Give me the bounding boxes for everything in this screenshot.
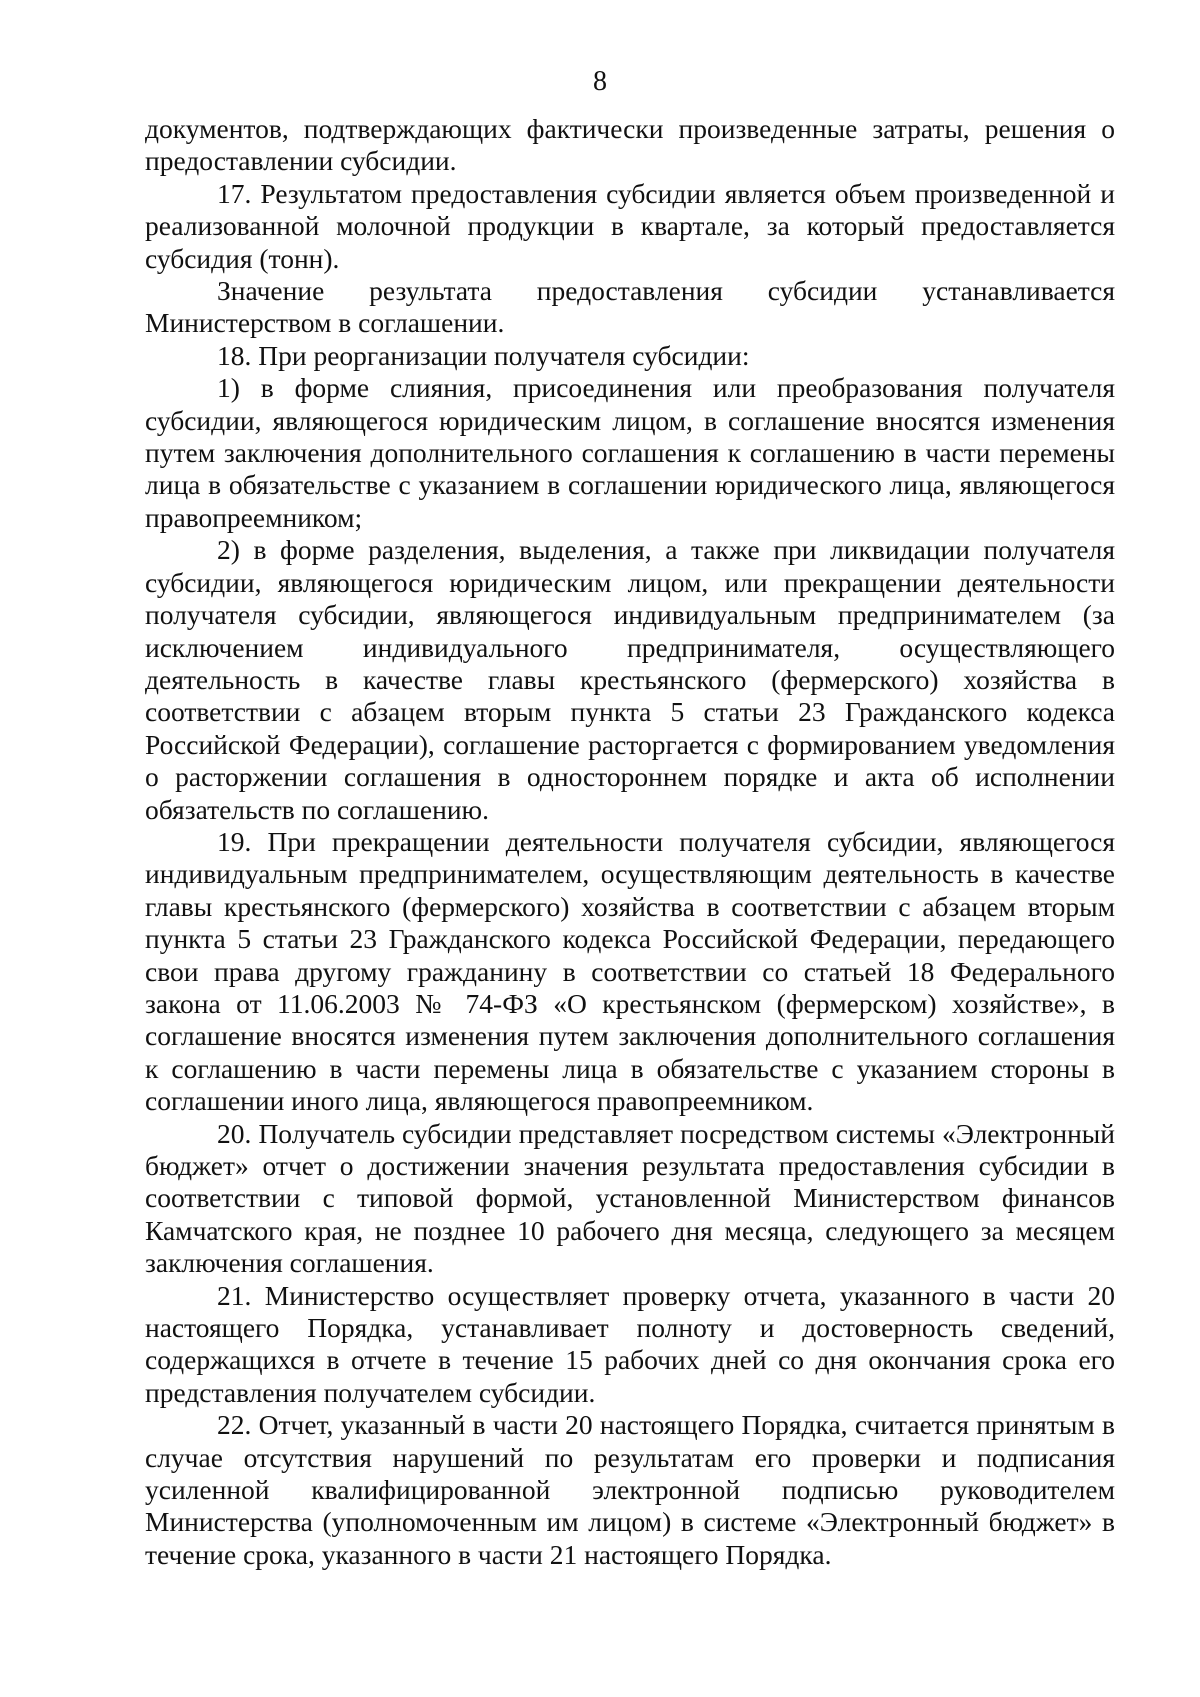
document-body	[145, 113, 1115, 1571]
paragraph-22: 22. Отчет, указанный в части 20 настоящего Порядка, считается принятым в случае отсутствия нарушений по результатам его проверки и подписания усиленной квалифицированной электронной подписью руководителем Министерства (уполномоченным им лицом) в системе «Электронный бюджет» в течение срока, указанного в части 21 настоящего Порядка.	[145, 1409, 1115, 1570]
paragraph-20: 20. Получатель субсидии представляет посредством системы «Электронный бюджет» отчет о достижении значения результата предоставления субсидии в соответствии с типовой формой, установленной Министерством финансов Камчатского края, не позднее 10 рабочего дня месяца, следующего за месяцем заключения соглашения.	[145, 1117, 1115, 1279]
paragraph-18: 18. При реорганизации получателя субсидии:	[217, 339, 750, 371]
paragraph-18-item-1: 1) в форме слияния, присоединения или преобразования получателя субсидии, являющегося юридическим лицом, в соглашение вносятся изменения путем заключения дополнительного соглашения к соглашению в части перемены лица в обязательстве с указанием в соглашении юридического лица, являющегося правопреемником;	[145, 372, 1115, 533]
paragraph-19: 19. При прекращении деятельности получателя субсидии, являющегося индивидуальным предпринимателем, осуществляющим деятельность в качестве главы крестьянского (фермерского) хозяйства в соответствии с абзацем вторым пункта 5 статьи 23 Гражданского кодекса Российской Федерации, передающего свои права другому гражданину в соответствии со статьей 18 Федерального закона от 11.06.2003 № 74-ФЗ «О крестьянском (фермерском) хозяйстве», в соглашение вносятся изменения путем заключения дополнительного соглашения к соглашению в части перемены лица в обязательстве с указанием стороны в соглашении иного лица, являющегося правопреемником.	[145, 825, 1115, 1117]
paragraph-17-result-value: Значение результата предоставления субсидии устанавливается Министерством в соглашении.	[145, 275, 1115, 339]
paragraph-18-item-2: 2) в форме разделения, выделения, а также при ликвидации получателя субсидии, являющегося юридическим лицом, или прекращении деятельности получателя субсидии, являющегося индивидуальным предпринимателем (за исключением индивидуального предпринимателя, осуществляющего деятельность в качестве главы крестьянского (фермерского) хозяйства в соответствии с абзацем вторым пункта 5 статьи 23 Гражданского кодекса Российской Федерации), соглашение расторгается с формированием уведомления о расторжении соглашения в одностороннем порядке и акта об исполнении обязательств по соглашению.	[145, 534, 1115, 825]
page-number: 8	[593, 66, 607, 97]
paragraph-17: 17. Результатом предоставления субсидии является объем произведенной и реализованной молочной продукции в квартале, за который предоставляется субсидия (тонн).	[145, 177, 1115, 274]
paragraph-21: 21. Министерство осуществляет проверку отчета, указанного в части 20 настоящего Порядка, устанавливает полноту и достоверность сведений, содержащихся в отчете в течение 15 рабочих дней со дня окончания срока его представления получателем субсидии.	[145, 1279, 1115, 1408]
paragraph-continuation: документов, подтверждающих фактически произведенные затраты, решения о предоставлении субсидии.	[145, 113, 1115, 177]
